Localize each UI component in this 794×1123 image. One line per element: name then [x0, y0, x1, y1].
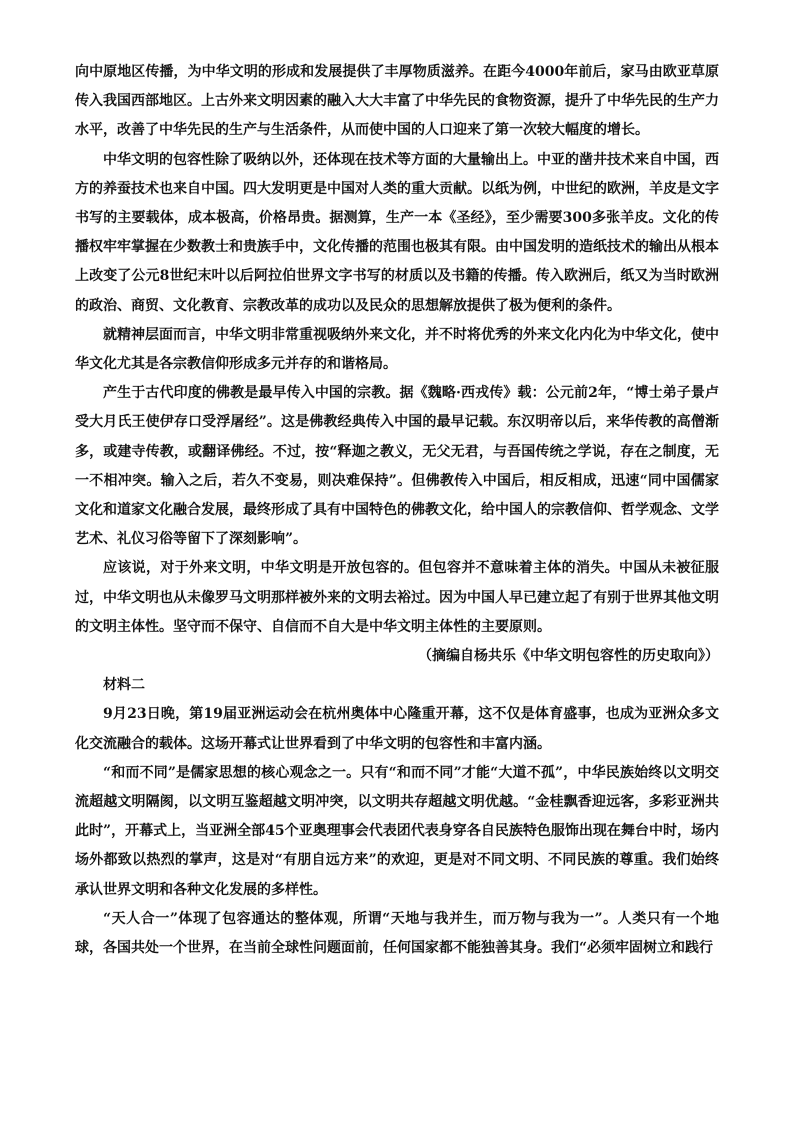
paragraph-1: 向中原地区传播，为中华文明的形成和发展提供了丰厚物质滋养。在距今4000年前后，家马由欧亚草原传入我国西部地区。上古外来文明因素的融入大大丰富了中华先民的食物资源，提升了中华先民的生产力水平，改善了中华先民的生产与生活条件，从而使中国的人口迎来了第一次较大幅度的增长。 — [75, 64, 719, 139]
paragraph-2: 中华文明的包容性除了吸纳以外，还体现在技术等方面的大量输出上。中亚的凿井技术来自中国，西方的养蚕技术也来自中国。四大发明更是中国对人类的重大贡献。以纸为例，中世纪的欧洲，羊皮是文字书写的主要载体，成本极高，价格昂贵。据测算，生产一本《圣经》，至少需要300多张羊皮。文化的传播权牢牢掌握在少数教士和贵族手中，文化传播的范围也极其有限。由中国发明的造纸技术的输出从根本上改变了公元8世纪末叶以后阿拉伯世界文字书写的材质以及书籍的传播。传入欧洲后，纸又为当时欧洲的政治、商贸、文化教育、宗教改革的成功以及民众的思想解放提供了极为便利的条件。 — [75, 151, 719, 314]
paragraph-8: “天人合一”体现了包容通达的整体观，所谓“天地与我并生，而万物与我为一”。人类只有一个地球，各国共处一个世界，在当前全球性问题面前，任何国家都不能独善其身。我们“必须牢固树立和践行 — [75, 910, 719, 957]
paragraph-6: 9月23日晚，第19届亚洲运动会在杭州奥体中心隆重开幕，这不仅是体育盛事，也成为亚洲众多文化交流融合的载体。这场开幕式让世界看到了中华文明的包容性和丰富内涵。 — [75, 706, 719, 752]
paragraph-5: 应该说，对于外来文明，中华文明是开放包容的。但包容并不意味着主体的消失。中国从未被征服过，中华文明也从未像罗马文明那样被外来的文明去裕过。因为中国人早已建立起了有别于世界其他文明的文明主体性。坚守而不保守、自信而不自大是中华文明主体性的主要原则。 — [75, 560, 719, 635]
paragraph-4: 产生于古代印度的佛教是最早传入中国的宗教。据《魏略·西戎传》载：公元前2年，“博士弟子景卢受大月氏王使伊存口受浮屠经”。这是佛教经典传入中国的最早记载。东汉明帝以后，来华传教的高僧渐多，或建寺传教，或翻译佛经。不过，按“释迦之教义，无父无君，与吾国传统之学说，存在之制度，无一不相冲突。输入之后，若久不变易，则决难保持”。但佛教传入中国后，相反相成，迅速“同中国儒家文化和道家文化融合发展，最终形成了具有中国特色的佛教文化，给中国人的宗教信仰、哲学观念、文学艺术、礼仪习俗等留下了深刻影响”。 — [75, 385, 719, 548]
source-citation: （摘编自杨共乐《中华文明包容性的历史取向》） — [418, 648, 719, 665]
paragraph-3: 就精神层面而言，中华文明非常重视吸纳外来文化，并不时将优秀的外来文化内化为中华文化，使中华文化尤其是各宗教信仰形成多元并存的和谐格局。 — [75, 326, 719, 373]
material-heading: 材料二 — [103, 677, 145, 694]
document-page — [75, 58, 719, 963]
paragraph-7: “和而不同”是儒家思想的核心观念之一。只有“和而不同”才能“大道不孤”，中华民族始终以文明交流超越文明隔阂，以文明互鉴超越文明冲突，以文明共存超越文明优越。“金桂飘香迎远客，多彩亚洲共此时”，开幕式上，当亚洲全部45个亚奥理事会代表团代表身穿各自民族特色服饰出现在舞台中时，场内场外都致以热烈的掌声，这是对“有朋自远方来”的欢迎，更是对不同文明、不同民族的尊重。我们始终承认世界文明和各种文化发展的多样性。 — [75, 764, 719, 898]
